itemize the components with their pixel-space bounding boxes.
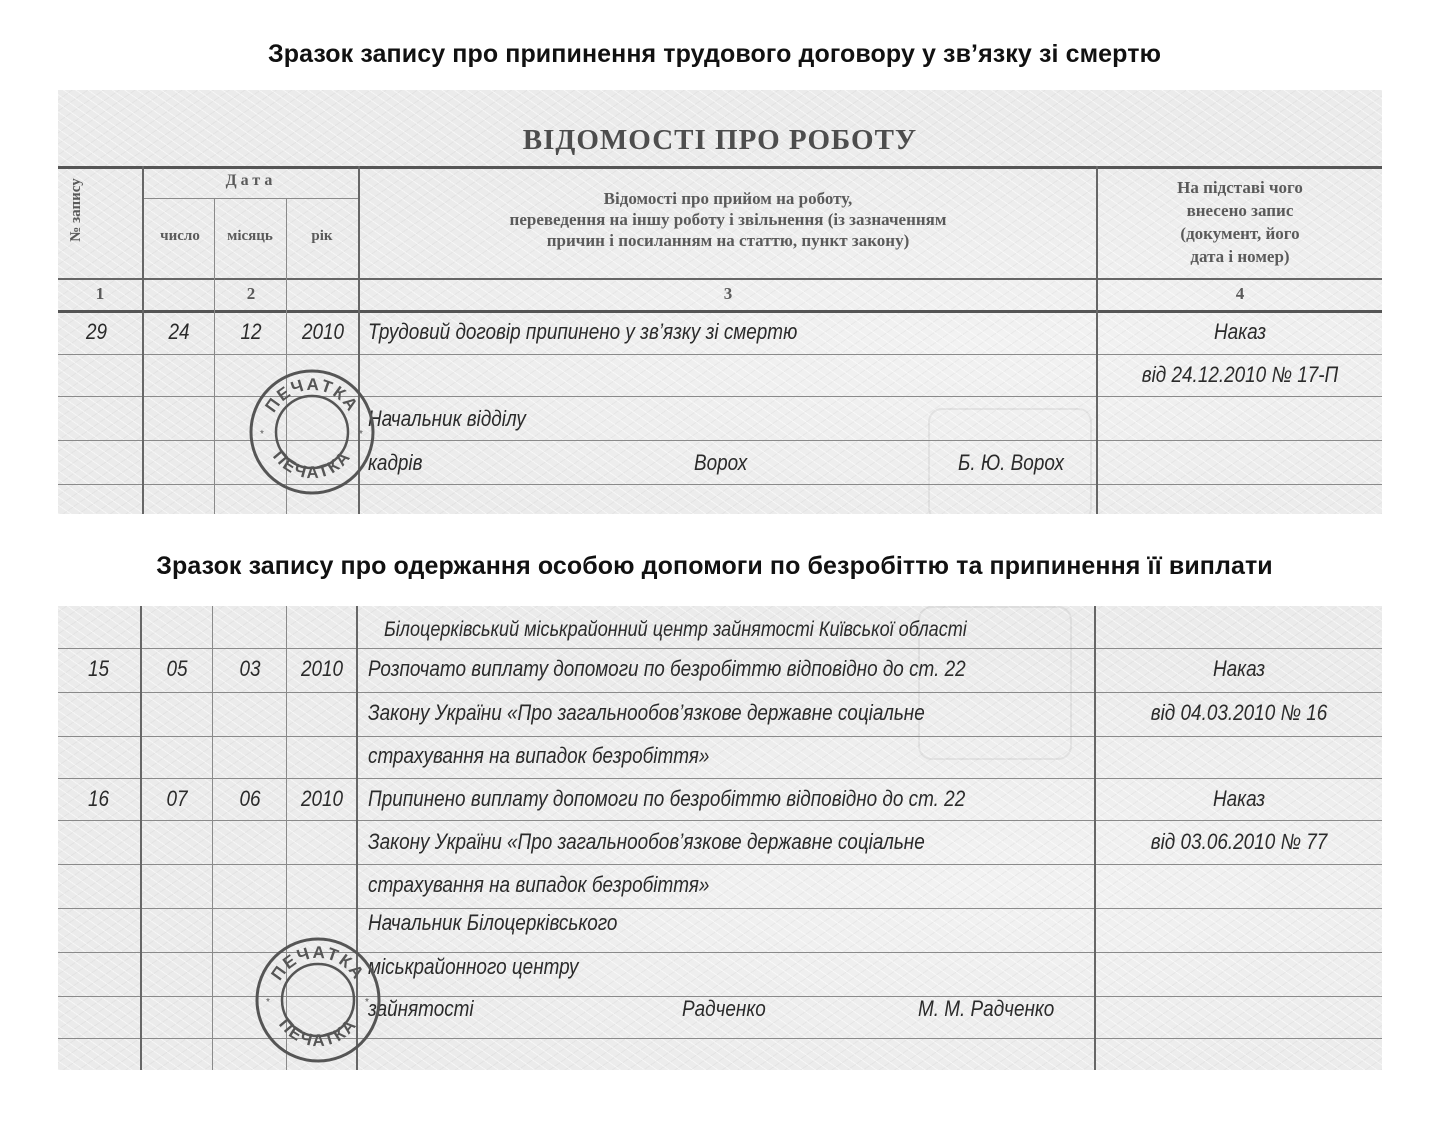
record-basis-date: від 24.12.2010 № 17-П xyxy=(1141,362,1339,387)
record-month: 12 xyxy=(240,319,262,344)
record-day: 24 xyxy=(168,319,190,344)
header-work-info xyxy=(360,188,1096,251)
column-numbers-line xyxy=(58,310,1382,313)
row-line xyxy=(58,736,1382,737)
svg-text:*: * xyxy=(266,997,270,1008)
record-basis-doc: Наказ xyxy=(1213,319,1267,344)
header-top-line xyxy=(58,166,1382,169)
column-number-4: 4 xyxy=(1235,284,1245,303)
column-number-2: 2 xyxy=(246,284,256,303)
heading-unemployment-record-sample: Зразок запису про одержання особою допомоги по безробіттю та припинення її виплати xyxy=(156,552,1273,580)
signer-position: Начальник Білоцерківського xyxy=(368,910,618,935)
seal-stamp xyxy=(246,366,378,498)
svg-text:*: * xyxy=(365,997,369,1008)
record-year: 2010 xyxy=(300,656,344,681)
header-work-info-line: причин і посиланням на статтю, пункт закону) xyxy=(546,231,910,250)
record-number: 16 xyxy=(88,786,110,811)
signer-position: зайнятості xyxy=(368,996,474,1021)
record-day: 05 xyxy=(166,656,188,681)
record-basis-date: від 03.06.2010 № 77 xyxy=(1150,829,1328,854)
record-year: 2010 xyxy=(301,319,345,344)
work-record-sheet-2 xyxy=(58,606,1382,1070)
record-month: 06 xyxy=(239,786,261,811)
col-divider xyxy=(140,606,142,1070)
record-text-line: страхування на випадок безробіття» xyxy=(368,872,710,897)
header-date: Дата xyxy=(225,172,277,189)
signer-name: М. М. Радченко xyxy=(918,996,1055,1021)
column-number-1: 1 xyxy=(95,284,105,303)
header-basis-line: (документ, його xyxy=(1180,224,1300,243)
record-text-line: Припинено виплату допомоги по безробіттю відповідно до ст. 22 xyxy=(368,786,966,811)
signature: Радченко xyxy=(682,996,766,1021)
row-line xyxy=(58,692,1382,693)
col-divider xyxy=(1094,606,1096,1070)
record-text-line: Закону України «Про загальнообов’язкове державне соціальне xyxy=(368,700,925,725)
signature: Ворох xyxy=(694,450,748,475)
svg-text:ПЕЧАТКА: ПЕЧАТКА xyxy=(261,374,363,416)
signer-position: кадрів xyxy=(368,450,423,475)
header-basis-line: внесено запис xyxy=(1186,201,1294,220)
form-title: ВІДОМОСТІ ПРО РОБОТУ xyxy=(522,124,918,156)
record-text-line: Розпочато виплату допомоги по безробіттю відповідно до ст. 22 xyxy=(368,656,966,681)
header-basis xyxy=(1098,176,1382,268)
header-record-number: № запису xyxy=(68,178,84,242)
row-line xyxy=(58,778,1382,779)
row-line xyxy=(58,648,1382,649)
svg-text:ПЕЧАТКА: ПЕЧАТКА xyxy=(267,942,369,984)
record-basis-doc: Наказ xyxy=(1212,786,1266,811)
record-basis-doc: Наказ xyxy=(1212,656,1266,681)
date-divider-line xyxy=(144,198,358,199)
header-basis-line: дата і номер) xyxy=(1190,247,1290,266)
record-text: Трудовий договір припинено у зв’язку зі смертю xyxy=(368,319,798,344)
header-month: місяць xyxy=(227,228,273,244)
col-divider xyxy=(214,198,215,514)
seal-stamp xyxy=(252,934,384,1066)
org-name: Білоцерківський міськрайонний центр зайнятості Київської області xyxy=(384,618,967,641)
header-bottom-line xyxy=(58,278,1382,280)
col-divider xyxy=(212,606,213,1070)
record-text-line: Закону України «Про загальнообов’язкове державне соціальне xyxy=(368,829,925,854)
heading-death-record-sample: Зразок запису про припинення трудового договору у зв’язку зі смертю xyxy=(267,40,1162,68)
record-month: 03 xyxy=(239,656,261,681)
work-record-sheet-1 xyxy=(58,90,1382,514)
svg-text:ПЕЧАТКА: ПЕЧАТКА xyxy=(275,1014,361,1051)
row-line xyxy=(58,864,1382,865)
column-number-3: 3 xyxy=(723,284,733,303)
row-line xyxy=(58,908,1382,909)
record-number: 29 xyxy=(86,319,108,344)
record-text-line: страхування на випадок безробіття» xyxy=(368,743,710,768)
svg-text:*: * xyxy=(260,429,264,440)
svg-text:ПЕЧАТКА: ПЕЧАТКА xyxy=(269,446,355,483)
row-line xyxy=(58,820,1382,821)
record-year: 2010 xyxy=(300,786,344,811)
signer-position: Начальник відділу xyxy=(368,406,526,431)
header-work-info-line: переведення на іншу роботу і звільнення (із зазначенням xyxy=(509,210,947,229)
row-line xyxy=(58,354,1382,355)
signer-name: Б. Ю. Ворох xyxy=(958,450,1064,475)
record-day: 07 xyxy=(166,786,188,811)
signer-position: міськрайонного центру xyxy=(368,954,579,979)
record-basis-date: від 04.03.2010 № 16 xyxy=(1150,700,1328,725)
record-number: 15 xyxy=(88,656,110,681)
header-day: число xyxy=(160,228,200,244)
header-year: рік xyxy=(311,228,333,244)
header-work-info-line: Відомості про прийом на роботу, xyxy=(603,189,853,208)
col-divider xyxy=(142,166,144,514)
header-basis-line: На підставі чого xyxy=(1177,178,1303,197)
svg-text:*: * xyxy=(359,429,363,440)
